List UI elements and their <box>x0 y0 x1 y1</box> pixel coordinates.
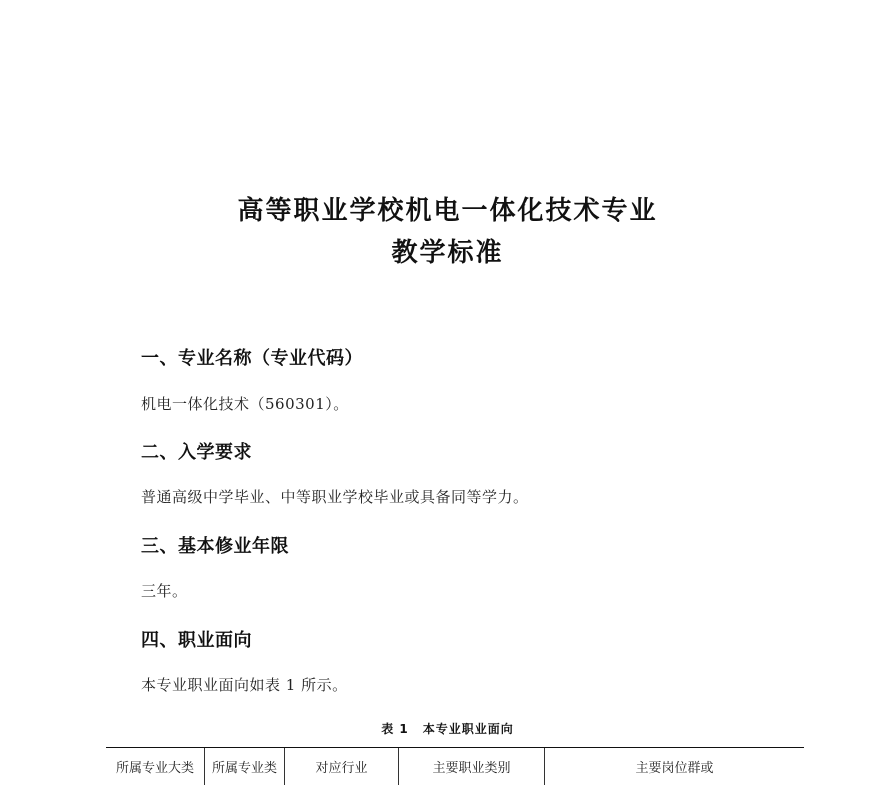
section-heading-career: 四、职业面向 <box>141 630 252 651</box>
section-body-admission: 普通高级中学毕业、中等职业学校毕业或具备同等学力。 <box>141 488 529 506</box>
document-subtitle: 教学标准 <box>391 238 504 268</box>
table-header-cell: 所属专业类 <box>205 748 285 785</box>
career-table <box>106 747 804 785</box>
table-caption-number: 表 1 <box>381 722 409 736</box>
section-heading-duration: 三、基本修业年限 <box>141 536 289 557</box>
table-header-cell: 所属专业大类 <box>106 748 205 785</box>
table-header-cell: 对应行业 <box>285 748 399 785</box>
table-header-cell: 主要职业类别 <box>399 748 545 785</box>
section-heading-admission: 二、入学要求 <box>141 442 252 463</box>
section-body-major-name: 机电一体化技术（560301）。 <box>141 395 349 413</box>
table-caption-title: 本专业职业面向 <box>422 722 514 736</box>
table-caption <box>0 720 895 737</box>
document-title: 高等职业学校机电一体化技术专业 <box>237 196 658 226</box>
section-heading-major-name: 一、专业名称（专业代码） <box>141 348 363 369</box>
section-body-career: 本专业职业面向如表 1 所示。 <box>141 676 348 694</box>
table-header-cell: 主要岗位群或 <box>635 761 714 776</box>
section-body-duration: 三年。 <box>141 582 188 600</box>
